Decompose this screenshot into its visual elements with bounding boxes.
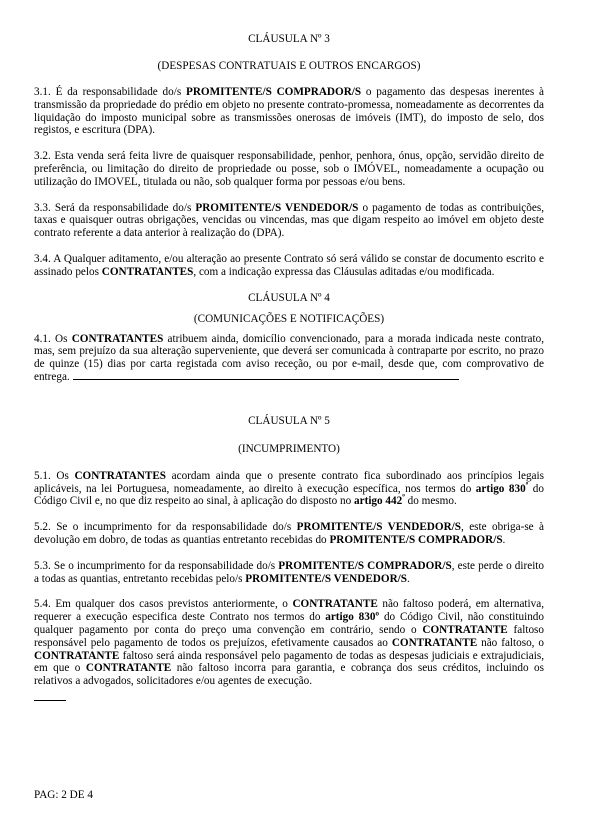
clause-4-subtitle: (COMUNICAÇÕES E NOTIFICAÇÕES) (193, 312, 385, 325)
signature-line (34, 692, 544, 704)
clause-4-title: CLÁUSULA Nº 4 (248, 291, 330, 304)
fill-line (73, 378, 459, 380)
clause-3-subtitle: (DESPESAS CONTRATUAIS E OUTROS ENCARGOS) (157, 60, 421, 72)
clause-5-title: CLÁUSULA Nº 5 (248, 414, 330, 427)
paragraph-3-2: 3.2. Esta venda será feita livre de quaisquer responsabilidade, penhor, penhora, ónus, opção, servidão direito de preferência, ou limitação do direito de propriedade ou posse, sob o IMÓVEL, nomeadamente a ocupação ou utilização do IMOVEL, titulada ou não, sob qualquer forma por pessoas e/ou bens. (34, 150, 544, 188)
paragraph-3-1: 3.1. É da responsabilidade do/s PROMITENTE/S COMPRADOR/S o pagamento das despesas inerentes à transmissão da propriedade do prédio em objeto no presente contrato-promessa, nomeadamente as decorrentes da liquidação do imposto municipal sobre as transmissões onerosas de imóveis (IMT), do imposto de selo, dos registos, e escritura (DPA). (34, 86, 544, 137)
page-number: PAG: 2 DE 4 (34, 789, 93, 801)
paragraph-5-2: 5.2. Se o incumprimento for da responsabilidade do/s PROMITENTE/S VENDEDOR/S, este obriga-se à devolução em dobro, de todas as quantias entretanto recebidas do PROMITENTE/S COMPRADOR/S. (34, 521, 545, 546)
paragraph-5-3: 5.3. Se o incumprimento for da responsabilidade do/s PROMITENTE/S COMPRADOR/S, este perde o direito a todas as quantias, entretanto recebidas pelo/s PROMITENTE/S VENDEDOR/S. (34, 559, 545, 585)
clause-3-title: CLÁUSULA Nº 3 (248, 33, 330, 45)
paragraph-4-1: 4.1. Os CONTRATANTES atribuem ainda, domicílio convencionado, para a morada indicada neste contrato, mas, sem prejuízo da sua alteração superveniente, que deverá ser comunicada à contraparte por escrito, no prazo de quinze (15) dias por carta registada com aviso receção, ou por e-mail, desde que, com comprovativo de entrega. (34, 332, 544, 383)
clause-5-subtitle: (INCUMPRIMENTO) (238, 442, 340, 455)
paragraph-5-4: 5.4. Em qualquer dos casos previstos anteriormente, o CONTRATANTE não faltoso poderá, em alternativa, requerer a execução especifica deste Contrato nos termos do artigo 830º do Código Civil, não constituindo qualquer pagamento por conta do preço uma convenção em contrário, sendo o CONTRATANTE faltoso responsável pelo pagamento de todos os prejuízos, efetivamente causados ao CONTRATANTE não faltoso, o CONTRATANTE faltoso será ainda responsável pelo pagamento de todas as despesas judiciais e extrajudiciais, em que o CONTRATANTE não faltoso incorra para garantia, e cobrança dos seus créditos, incluindo os relativos a advogados, solicitadores e/ou agentes de execução. (34, 598, 545, 688)
paragraph-5-1: 5.1. Os CONTRATANTES acordam ainda que o presente contrato fica subordinado aos princípios legais aplicáveis, na lei Portuguesa, nomeadamente, ao direito à execução específica, nos termos do artigo $830^º$ do Código Civil e, no que diz respeito ao sinal, à aplicação do disposto no artigo $442^º$ do mesmo. (34, 469, 544, 508)
paragraph-3-3: 3.3. Será da responsabilidade do/s PROMITENTE/S VENDEDOR/S o pagamento de todas as contribuições, taxas e quaisquer outras obrigações, vencidas ou vincendas, mas que digam respeito ao imóvel em objeto deste contrato referente a data anterior à realização do (DPA). (34, 201, 544, 240)
paragraph-3-4: 3.4. A Qualquer aditamento, e/ou alteração ao presente Contrato só será válido se constar de documento escrito e assinado pelos CONTRATANTES, com a indicação expressa das Cláusulas aditadas e/ou modificada. (34, 252, 544, 278)
document-page (34, 30, 544, 704)
